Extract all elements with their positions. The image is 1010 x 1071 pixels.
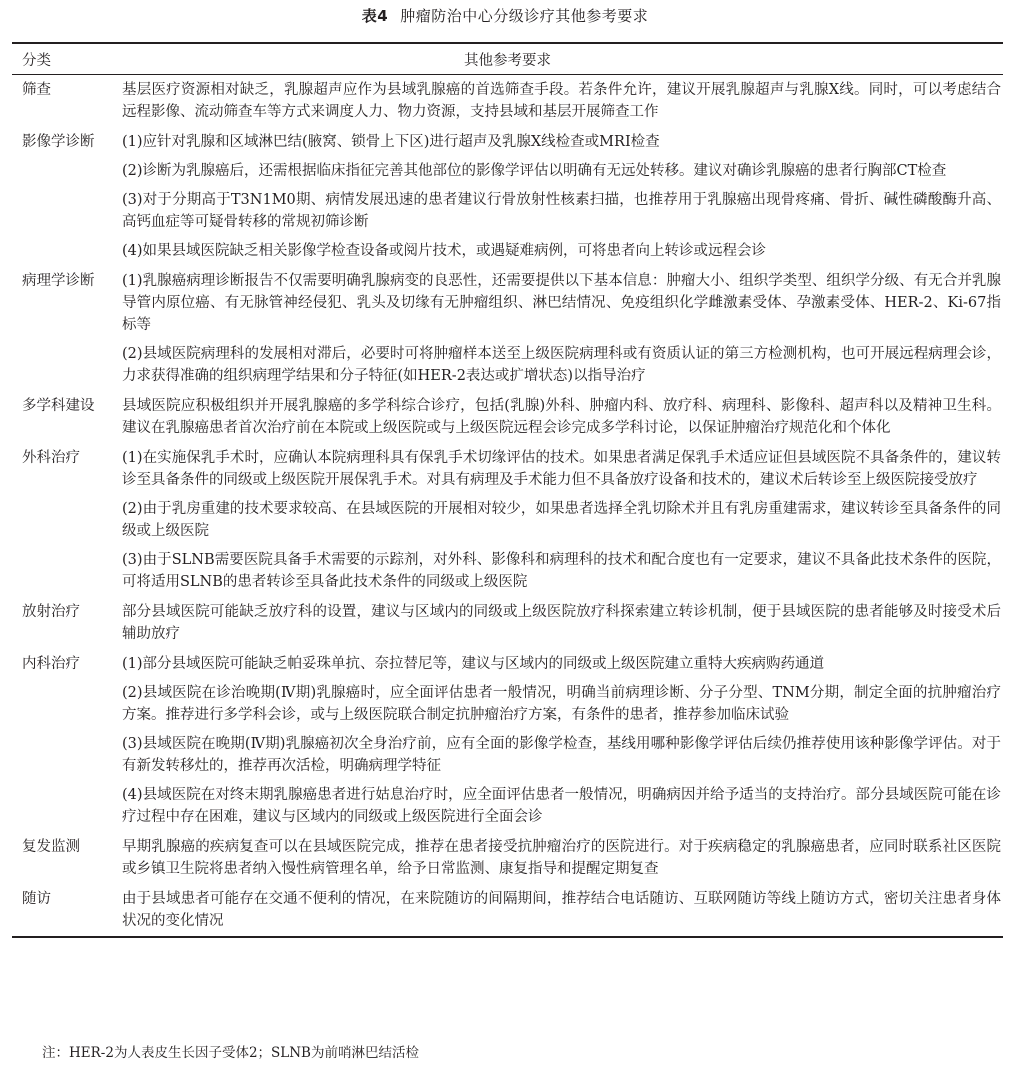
row-content — [122, 131, 1003, 262]
row-category: 影像学诊断 — [22, 134, 95, 150]
table-row-surgery — [12, 443, 1003, 597]
requirement-item: (2)诊断为乳腺癌后，还需根据临床指征完善其他部位的影像学评估以明确有无远处转移。建议对确诊乳腺癌的患者行胸部CT检查 — [122, 163, 947, 179]
table-header-row — [12, 44, 1003, 75]
table-row-imaging-diagnosis — [12, 127, 1003, 266]
table-caption — [0, 6, 1010, 26]
requirement-item: (2)由于乳房重建的技术要求较高、在县域医院的开展相对较少，如果患者选择全乳切除术并且有乳房重建需求，建议转诊至具备条件的同级或上级医院 — [122, 501, 1001, 539]
table-row-multidisciplinary — [12, 391, 1003, 443]
requirement-item: (1)在实施保乳手术时，应确认本院病理科具有保乳手术切缘评估的技术。如果患者满足保乳手术适应证但县域医院不具备条件的，建议转诊至具备条件的同级或上级医院开展保乳手术。对具有病理及手术能力但不具备放疗设备和技术的，建议术后转诊至上级医院接受放疗 — [122, 450, 1001, 488]
row-category: 放射治疗 — [22, 604, 80, 620]
row-category: 随访 — [22, 891, 51, 907]
row-content — [122, 888, 1003, 932]
row-content — [122, 836, 1003, 880]
row-content — [122, 79, 1003, 123]
requirement-item: 早期乳腺癌的疾病复查可以在县域医院完成，推荐在患者接受抗肿瘤治疗的医院进行。对于疾病稳定的乳腺癌患者，应同时联系社区医院或乡镇卫生院将患者纳入慢性病管理名单，给予日常监测、康复指导和提醒定期复查 — [122, 839, 1001, 877]
table-row-follow-up — [12, 884, 1003, 936]
table-row-medical-treatment — [12, 649, 1003, 832]
requirement-item: (1)乳腺癌病理诊断报告不仅需要明确乳腺病变的良恶性，还需要提供以下基本信息：肿瘤大小、组织学类型、组织学分级、有无合并乳腺导管内原位癌、有无脉管神经侵犯、乳头及切缘有无肿瘤组织、淋巴结情况、免疫组织化学雌激素受体、孕激素受体、HER-2、Ki-67指标等 — [122, 273, 1001, 333]
row-category: 外科治疗 — [22, 450, 80, 466]
row-category: 复发监测 — [22, 839, 80, 855]
header-requirements: 其他参考要求 — [464, 52, 551, 69]
requirement-item: (4)县域医院在对终末期乳腺癌患者进行姑息治疗时，应全面评估患者一般情况，明确病因并给予适当的支持治疗。部分县域医院可能在诊疗过程中存在困难，建议与区域内的同级或上级医院进行全面会诊 — [122, 787, 1001, 825]
row-content — [122, 653, 1003, 828]
table-row-pathology-diagnosis — [12, 266, 1003, 391]
requirement-item: (1)应针对乳腺和区域淋巴结(腋窝、锁骨上下区)进行超声及乳腺X线检查或MRI检查 — [122, 134, 660, 150]
table-row-screening — [12, 75, 1003, 127]
table-footnote: 注：HER-2为人表皮生长因子受体2；SLNB为前哨淋巴结活检 — [42, 1045, 419, 1061]
requirement-item: (3)县域医院在晚期(Ⅳ期)乳腺癌初次全身治疗前，应有全面的影像学检查，基线用哪种影像学评估后续仍推荐使用该种影像学评估。对于有新发转移灶的，推荐再次活检，明确病理学特征 — [122, 736, 1001, 774]
requirement-item: 县域医院应积极组织并开展乳腺癌的多学科综合诊疗，包括(乳腺)外科、肿瘤内科、放疗科、病理科、影像科、超声科以及精神卫生科。建议在乳腺癌患者首次治疗前在本院或上级医院或与上级医院远程会诊完成多学科讨论，以保证肿瘤治疗规范化和个体化 — [122, 398, 1001, 436]
table-title: 肿瘤防治中心分级诊疗其他参考要求 — [400, 7, 649, 25]
row-category: 内科治疗 — [22, 656, 80, 672]
requirement-item: 部分县域医院可能缺乏放疗科的设置，建议与区域内的同级或上级医院放疗科探索建立转诊机制，便于县域医院的患者能够及时接受术后辅助放疗 — [122, 604, 1001, 642]
requirement-item: (2)县域医院在诊治晚期(Ⅳ期)乳腺癌时，应全面评估患者一般情况，明确当前病理诊断、分子分型、TNM分期，制定全面的抗肿瘤治疗方案。推荐进行多学科会诊，或与上级医院联合制定抗肿瘤治疗方案，有条件的患者，推荐参加临床试验 — [122, 685, 1001, 723]
requirement-item: 基层医疗资源相对缺乏，乳腺超声应作为县域乳腺癌的首选筛查手段。若条件允许，建议开展乳腺超声与乳腺X线。同时，可以考虑结合远程影像、流动筛查车等方式来调度人力、物力资源，支持县域和基层开展筛查工作 — [122, 82, 1001, 120]
requirements-table — [12, 42, 1003, 938]
requirement-item: (2)县域医院病理科的发展相对滞后，必要时可将肿瘤样本送至上级医院病理科或有资质认证的第三方检测机构，也可开展远程病理会诊，力求获得准确的组织病理学结果和分子特征(如HER-2表达或扩增状态)以指导治疗 — [122, 346, 1001, 384]
table-row-recurrence-monitoring — [12, 832, 1003, 884]
requirement-item: (3)由于SLNB需要医院具备手术需要的示踪剂，对外科、影像科和病理科的技术和配合度也有一定要求，建议不具备此技术条件的医院，可将适用SLNB的患者转诊至具备此技术条件的同级或上级医院 — [122, 552, 1001, 590]
requirement-item: (4)如果县域医院缺乏相关影像学检查设备或阅片技术，或遇疑难病例，可将患者向上转诊或远程会诊 — [122, 243, 767, 259]
row-content — [122, 601, 1003, 645]
requirement-item: 由于县域患者可能存在交通不便利的情况，在来院随访的间隔期间，推荐结合电话随访、互联网随访等线上随访方式，密切关注患者身体状况的变化情况 — [122, 891, 1001, 929]
requirement-item: (1)部分县域医院可能缺乏帕妥珠单抗、奈拉替尼等，建议与区域内的同级或上级医院建立重特大疾病购药通道 — [122, 656, 825, 672]
row-content — [122, 395, 1003, 439]
row-category: 筛查 — [22, 82, 51, 98]
row-content — [122, 447, 1003, 593]
table-number: 表4 — [361, 7, 389, 25]
table-row-radiotherapy — [12, 597, 1003, 649]
row-content — [122, 270, 1003, 387]
row-category: 病理学诊断 — [22, 273, 95, 289]
requirement-item: (3)对于分期高于T3N1M0期、病情发展迅速的患者建议行骨放射性核素扫描，也推荐用于乳腺癌出现骨疼痛、骨折、碱性磷酸酶升高、高钙血症等可疑骨转移的常规初筛诊断 — [122, 192, 1001, 230]
header-category: 分类 — [22, 52, 51, 69]
row-category: 多学科建设 — [22, 398, 95, 414]
